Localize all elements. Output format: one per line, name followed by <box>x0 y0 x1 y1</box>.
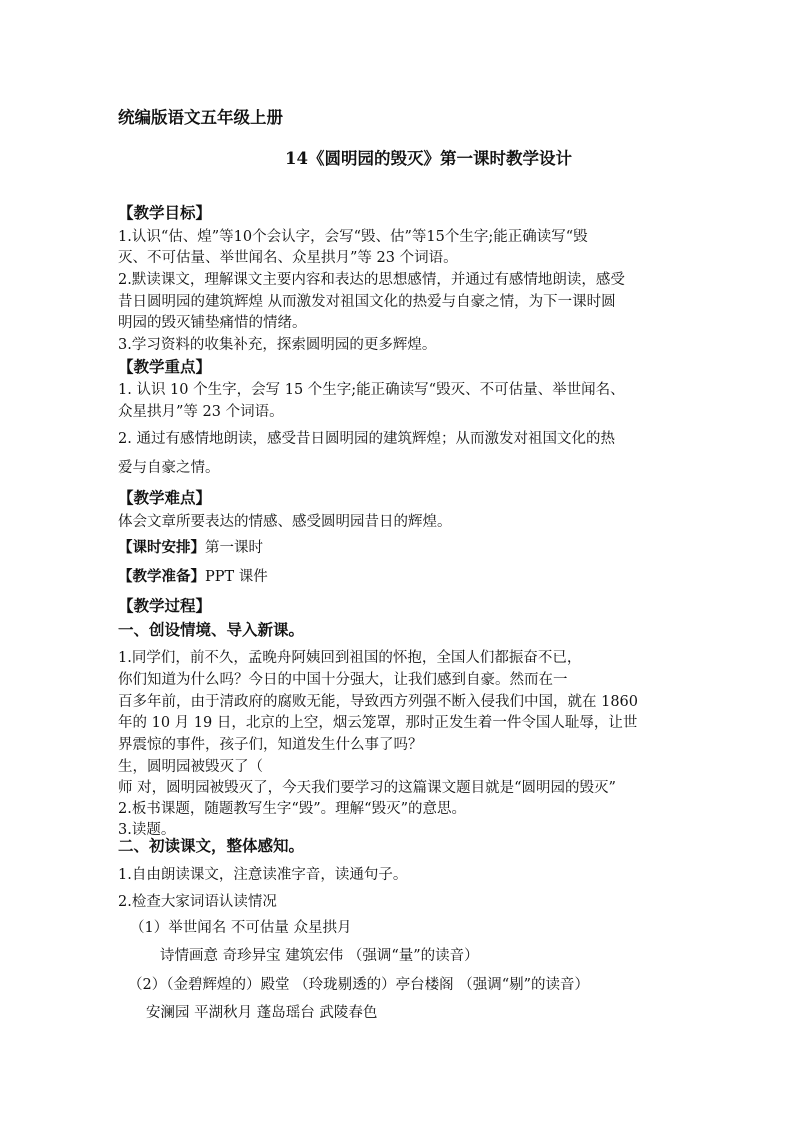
word-group-1: （1）举世闻名 不可估量 众星拱月 <box>130 920 352 936</box>
process-para-6: 生，圆明园被毁灭了（ <box>118 759 263 775</box>
focus-line-3: 2. 通过有感情地朗读，感受昔日圆明园的建筑辉煌；从而激发对祖国文化的热 <box>118 431 615 447</box>
prep-value: PPT 课件 <box>205 569 268 585</box>
schedule-value: 第一课时 <box>205 540 263 556</box>
focus-line-1: 1. 认识 10 个生字，会写 15 个生字;能正确读写“毁灭、不可估量、举世闻名、 <box>118 382 625 398</box>
focus-line-2: 众星拱月”等 23 个词语。 <box>118 404 284 420</box>
goals-line-5: 明园的毁灭铺垫痛惜的情绪。 <box>118 315 307 331</box>
difficulty-heading: 【教学难点】 <box>118 488 212 507</box>
prep-line <box>118 567 268 587</box>
goals-line-6: 3.学习资料的收集补充，探索圆明园的更多辉煌。 <box>118 337 437 353</box>
focus-line-4: 爱与自豪之情。 <box>118 460 220 476</box>
process-para-7: 师 对，圆明园被毁灭了，今天我们要学习的这篇课文题目就是“圆明园的毁灭” <box>118 780 616 796</box>
reading-step-1: 1.自由朗读课文，注意读准字音，读通句子。 <box>118 867 408 883</box>
prep-heading: 【教学准备】 <box>118 568 205 585</box>
page-title: 14《圆明园的毁灭》第一课时教学设计 <box>285 149 572 168</box>
goals-heading: 【教学目标】 <box>118 203 212 222</box>
word-group-2-cont: 安澜园 平湖秋月 蓬岛瑶台 武陵春色 <box>146 1005 378 1021</box>
difficulty-line-1: 体会文章所要表达的情感、感受圆明园昔日的辉煌。 <box>118 514 452 530</box>
focus-heading: 【教学重点】 <box>118 357 212 376</box>
reading-step-2: 2.检查大家词语认读情况 <box>118 894 277 910</box>
process-para-5: 界震惊的事件，孩子们，知道发生什么事了吗？ <box>118 737 423 753</box>
goals-line-1: 1.认识“估、煌”等10个会认字，会写“毁、估”等15个生字;能正确读写“毁 <box>118 229 588 245</box>
schedule-heading: 【课时安排】 <box>118 539 205 556</box>
section-2-title: 二、初读课文，整体感知。 <box>118 836 305 855</box>
process-para-9: 3.读题。 <box>118 822 176 838</box>
grade-line: 统编版语文五年级上册 <box>118 108 283 127</box>
process-heading: 【教学过程】 <box>118 596 212 615</box>
process-para-1: 1.同学们，前不久，孟晚舟阿姨回到祖国的怀抱，全国人们都振奋不已， <box>118 650 582 666</box>
process-para-3: 百多年前，由于清政府的腐败无能，导致西方列强不断入侵我们中国，就在 1860 <box>118 694 639 710</box>
word-group-2: （2）（金碧辉煌的）殿堂 （玲珑剔透的）亭台楼阁 （强调“剔”的读音） <box>128 977 590 993</box>
schedule-line <box>118 538 263 558</box>
word-group-1-cont: 诗情画意 奇珍异宝 建筑宏伟 （强调“量”的读音） <box>160 948 479 964</box>
goals-line-3: 2.默读课文，理解课文主要内容和表达的思想感情，并通过有感情地朗读，感受 <box>118 272 625 288</box>
process-para-2: 你们知道为什么吗？今日的中国十分强大，让我们感到自豪。然而在一 <box>118 672 568 688</box>
process-para-4: 年的 10 月 19 日，北京的上空，烟云笼罩，那时正发生着一件令国人耻辱，让世 <box>118 715 638 731</box>
goals-line-4: 昔日圆明园的建筑辉煌 从而激发对祖国文化的热爱与自豪之情，为下一课时圆 <box>118 294 616 310</box>
process-para-8: 2.板书课题，随题教写生字“毁”。理解“毁灭”的意思。 <box>118 801 466 817</box>
section-1-title: 一、创设情境、导入新课。 <box>118 620 305 639</box>
goals-line-2: 灭、不可估量、举世闻名、众星拱月”等 23 个词语。 <box>118 250 458 266</box>
